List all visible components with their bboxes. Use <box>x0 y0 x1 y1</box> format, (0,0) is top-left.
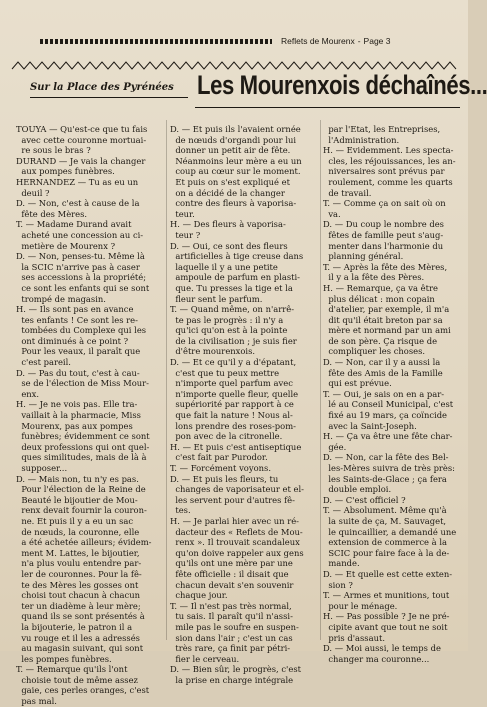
text-line: gaie, ces perles oranges, c'est <box>16 685 150 696</box>
text-line: il y a la fête des Pères. <box>323 272 425 283</box>
text-line: Pour les veaux, il paraît que <box>16 346 141 357</box>
text-line: la SCIC n'arrive pas à caser <box>16 261 140 272</box>
text-line: Beauté le bijoutier de Mou- <box>16 494 138 505</box>
text-line: H. — Des fleurs à vaporisa- <box>170 219 286 230</box>
text-line: cipite avant que tout ne soit <box>323 621 448 632</box>
text-line: dacteur des « Reflets de Mou- <box>170 526 303 537</box>
text-line: laquelle il y a une petite <box>170 261 278 272</box>
text-line: qu'ici qu'on est à la pointe <box>170 325 288 336</box>
text-line: renx ». Il trouvait scandaleux <box>170 537 300 548</box>
text-line: H. — Je parlai hier avec un ré- <box>170 515 299 526</box>
column-separator <box>166 120 167 640</box>
text-line: D. — Pas du tout, c'est à cau- <box>16 367 140 378</box>
text-line: sion ? <box>323 579 353 590</box>
text-line: très rare, ça finit par pétri- <box>170 643 291 654</box>
text-line: coup au cœur sur le moment. <box>170 166 301 177</box>
text-line: tes enfants ! Ce sont les re- <box>16 314 138 325</box>
text-line: les Saints-de-Glace ; ça fera <box>323 473 447 484</box>
text-line: la bijouterie, le patron il a <box>16 621 133 632</box>
text-line: de la civilisation ; je suis fier <box>170 335 297 346</box>
text-line: pris d'assaut. <box>323 632 385 643</box>
text-line: T. — Comme ça on sait où on <box>323 198 446 209</box>
text-line: Et puis on s'est expliqué et <box>170 176 290 187</box>
text-line: gée. <box>323 441 347 452</box>
text-line: artificielles à tige creuse dans <box>170 251 304 262</box>
text-line: menter dans l'harmonie du <box>323 240 444 251</box>
text-line: D. — Oui, ce sont des fleurs <box>170 240 288 251</box>
text-line: aux pompes funèbres. <box>16 166 115 177</box>
text-line: SCIC pour faire face à la de- <box>323 547 450 558</box>
text-line: qui est prévue. <box>323 378 392 389</box>
text-line: d'atelier, par exemple, il m'a <box>323 304 450 315</box>
text-line: choisie tout de même assez <box>16 674 138 685</box>
page-header <box>0 36 468 48</box>
page-number: Page 3 <box>363 36 391 46</box>
text-line: les-Mères suivra de très près: <box>323 463 456 473</box>
text-line: ont diminués à ce point ? <box>16 335 129 346</box>
text-line: T. — Madame Durand avait <box>16 219 132 230</box>
text-line: de son père. Ça risque de <box>323 335 438 346</box>
text-line: H. — Et puis c'est antiseptique <box>170 441 302 452</box>
text-line: choisi tout chacun à chacun <box>16 590 141 601</box>
text-line: les pompes funèbres. <box>16 653 112 664</box>
text-line: changer ma couronne... <box>323 653 430 664</box>
text-line: fête des Amis de la Famille <box>323 367 443 378</box>
text-line: c'est pareil. <box>16 357 71 368</box>
text-line: cles, les réjouissances, les an- <box>323 155 456 166</box>
header-dashed-rule <box>40 39 272 44</box>
text-line: acheté une concession au ci- <box>16 229 144 240</box>
text-line: qu'on doive rappeler aux gens <box>170 547 304 558</box>
article-column-3 <box>323 124 465 664</box>
text-line: Pour l'élection de la Reine de <box>16 484 146 495</box>
text-line: fleur sent le parfum. <box>170 293 263 304</box>
text-line: d'être mourenxois. <box>170 346 256 357</box>
text-line: niversaires sont prévus par <box>323 166 445 177</box>
text-line: au magasin suivant, qui sont <box>16 643 144 654</box>
text-line: re sous le bras ? <box>16 145 91 156</box>
text-line: T. — Armes et munitions, tout <box>323 590 450 601</box>
text-line: la suite de ça, M. Sauvaget, <box>323 515 447 526</box>
text-line: double emploi. <box>323 484 392 495</box>
text-line: de travail. <box>323 187 372 198</box>
text-line: lons prendre des roses-pom- <box>170 420 296 431</box>
text-line: T. — Quand même, on n'arrê- <box>170 304 295 315</box>
text-line: que fait la nature ! Nous al- <box>170 410 293 421</box>
text-line: teur. <box>170 208 195 219</box>
text-line: de nœuds, la couronne, elle <box>16 526 140 537</box>
text-line: fête des Mères. <box>16 208 88 219</box>
text-line: sion dans l'air ; c'est un cas <box>170 632 293 643</box>
text-line: planning général. <box>323 251 404 262</box>
text-line: ler de couronnes. Pour la fê- <box>16 568 142 579</box>
text-line: D. — Non, c'est à cause de la <box>16 198 140 209</box>
text-line: avec cette couronne mortuai- <box>16 134 147 145</box>
text-line: T. — Absolument. Même qu'à <box>323 505 447 516</box>
text-line: ter un diadème à leur mère; <box>16 600 141 611</box>
article-column-2 <box>170 124 320 685</box>
text-line: les servent pour d'autres fê- <box>170 494 295 505</box>
text-line: dit qu'il était breton par sa <box>323 314 443 325</box>
text-line: H. — Pas possible ? Je ne pré- <box>323 611 450 622</box>
text-line: extension de commerce à la <box>323 537 447 548</box>
text-line: supériorité par rapport à ce <box>170 399 294 410</box>
decorative-zigzag-border <box>12 60 460 70</box>
text-line: quand ils se sont présentés à <box>16 611 145 622</box>
text-line: ment M. Lattes, le bijoutier, <box>16 547 140 558</box>
text-line: va. <box>323 208 341 219</box>
text-line: changes de vaporisateur et el- <box>170 484 304 495</box>
text-line: la prise en charge intégrale <box>170 674 294 685</box>
text-line: ne. Et puis il y a eu un sac <box>16 515 134 526</box>
text-line: D. — Bien sûr, le progrès, c'est <box>170 664 301 675</box>
text-line: T. — Oui, je sais on en a par- <box>323 388 445 399</box>
text-line: mère et normand par un ami <box>323 325 451 336</box>
text-line: enx. <box>16 388 40 399</box>
text-line: pon avec de la citronelle. <box>170 431 283 442</box>
text-line: trompé de magasin. <box>16 293 106 304</box>
text-line: D. — Moi aussi, le temps de <box>323 643 441 654</box>
text-line: mile pas le soufre en suspen- <box>170 621 299 632</box>
text-line: deux professions qui ont quel- <box>16 441 150 452</box>
text-line: Néanmoins leur mère a eu un <box>170 155 302 166</box>
text-line: ses accessions à la propriété; <box>16 272 147 283</box>
text-line: chaque jour. <box>170 590 228 601</box>
text-line: D. — Non, penses-tu. Même là <box>16 251 145 262</box>
text-line: fier le cerveau. <box>170 653 240 664</box>
text-line: teur ? <box>170 229 201 240</box>
text-line: n'importe quel parfum avec <box>170 378 293 389</box>
text-line: deuil ? <box>16 187 50 198</box>
text-line: supposer... <box>16 463 68 473</box>
text-line: avec la Saint-Joseph. <box>323 420 417 431</box>
text-line: D. — Et puis ils l'avaient ornée <box>170 124 301 134</box>
column-separator <box>320 120 321 640</box>
text-line: H. — Ils sont pas en avance <box>16 304 134 315</box>
text-line: c'est fait par Purodor. <box>170 452 268 463</box>
text-line: chacun devait s'en souvenir <box>170 579 294 590</box>
text-line: ampoule de parfum en plasti- <box>170 272 301 283</box>
text-line: tombées du Complexe qui les <box>16 325 147 336</box>
text-line: T. — Il n'est pas très normal, <box>170 600 292 611</box>
text-line: fête officielle : il disait que <box>170 568 289 579</box>
text-line: metière de Mourenx ? <box>16 240 116 251</box>
text-line: contre des fleurs à vaporisa- <box>170 198 297 209</box>
text-line: on a décidé de la changer <box>170 187 285 198</box>
text-line: D. — Mais non, tu n'y es pas. <box>16 473 139 484</box>
text-line: renx devait fournir la couron- <box>16 505 147 516</box>
text-line: compliquer les choses. <box>323 346 426 357</box>
text-line: D. — Et ce qu'il y a d'épatant, <box>170 357 297 368</box>
text-line: pas mal. <box>16 696 57 707</box>
text-line: vu rouge et il les a adressés <box>16 632 140 643</box>
text-line: D. — Non, car la fête des Bel- <box>323 452 449 463</box>
text-line: D. — Du coup le nombre des <box>323 219 444 230</box>
article-title: Les Mourenxois déchaînés... <box>197 70 487 100</box>
text-line: D. — Non, car il y a aussi la <box>323 357 441 368</box>
text-line: H. — Je ne vois pas. Elle tra- <box>16 399 138 410</box>
text-line: l'Administration. <box>323 134 400 145</box>
text-line: DURAND — Je vais la changer <box>16 155 146 166</box>
kicker-text: Sur la Place des Pyrénées <box>30 82 174 93</box>
text-line: qu'ils ont une mère par une <box>170 558 293 569</box>
text-line: pour le ménage. <box>323 600 398 611</box>
article-column-1 <box>16 124 164 707</box>
text-line: funèbres; évidemment ce sont <box>16 431 150 442</box>
text-line: TOUYA — Qu'est-ce que tu fais <box>16 124 148 134</box>
text-line: de nœuds d'organdi pour lui <box>170 134 297 145</box>
text-line: fêtes de famille peut s'aug- <box>323 229 444 240</box>
text-line: n'a plus voulu entendre par- <box>16 558 142 569</box>
article-kicker <box>30 82 190 96</box>
text-line: H. — Evidemment. Les specta- <box>323 145 454 156</box>
text-line: H. — Remarque, ça va être <box>323 282 438 293</box>
text-line: fixé au 19 mars, ça coïncide <box>323 410 448 421</box>
text-line: que. Tu presses la tige et la <box>170 282 293 293</box>
text-line: D. — Et puis les fleurs, tu <box>170 473 279 484</box>
text-line: te pas le progrès : il n'y a <box>170 314 284 325</box>
text-line: n'importe quelle fleur, quelle <box>170 388 299 399</box>
text-line: se de l'élection de Miss Mour- <box>16 378 149 389</box>
text-line: ques similitudes, mais de là à <box>16 452 147 463</box>
text-line: mande. <box>323 558 360 569</box>
text-line: H. — Ça va être une fête char- <box>323 431 453 442</box>
text-line: T. — Forcément voyons. <box>170 463 271 473</box>
text-line: T. — Après la fête des Mères, <box>323 261 448 272</box>
text-line: T. — Remarque qu'ils l'ont <box>16 664 128 675</box>
title-underline <box>195 107 460 108</box>
text-line: tes. <box>170 505 191 516</box>
header-separator: - <box>357 36 361 46</box>
text-line: c'est que tu peux mettre <box>170 367 280 378</box>
text-line: tu sais. Il paraît qu'il n'assi- <box>170 611 293 622</box>
text-line: HERNANDEZ — Tu as eu un <box>16 176 139 187</box>
text-line: donner un petit air de fête. <box>170 145 291 156</box>
header-text <box>281 36 394 46</box>
publication-name: Reflets de Mourenx <box>281 36 355 46</box>
text-line: ce sont les enfants qui se sont <box>16 282 150 293</box>
kicker-underline <box>30 97 188 98</box>
text-line: vaillait à la pharmacie, Miss <box>16 410 141 421</box>
text-line: a été achetée ailleurs; évidem- <box>16 537 152 548</box>
text-line: le quincaillier, a demandé une <box>323 526 457 537</box>
text-line: D. — C'est officiel ? <box>323 494 406 505</box>
text-line: Mourenx, pas aux pompes <box>16 420 133 431</box>
text-line: plus délicat : mon copain <box>323 293 435 304</box>
text-line: par l'Etat, les Entreprises, <box>323 124 441 134</box>
text-line: lé au Conseil Municipal, c'est <box>323 399 454 410</box>
text-line: roulement, comme les quarts <box>323 176 453 187</box>
text-line: D. — Et quelle est cette exten- <box>323 568 453 579</box>
text-line: te des Mères les gosses ont <box>16 579 139 590</box>
